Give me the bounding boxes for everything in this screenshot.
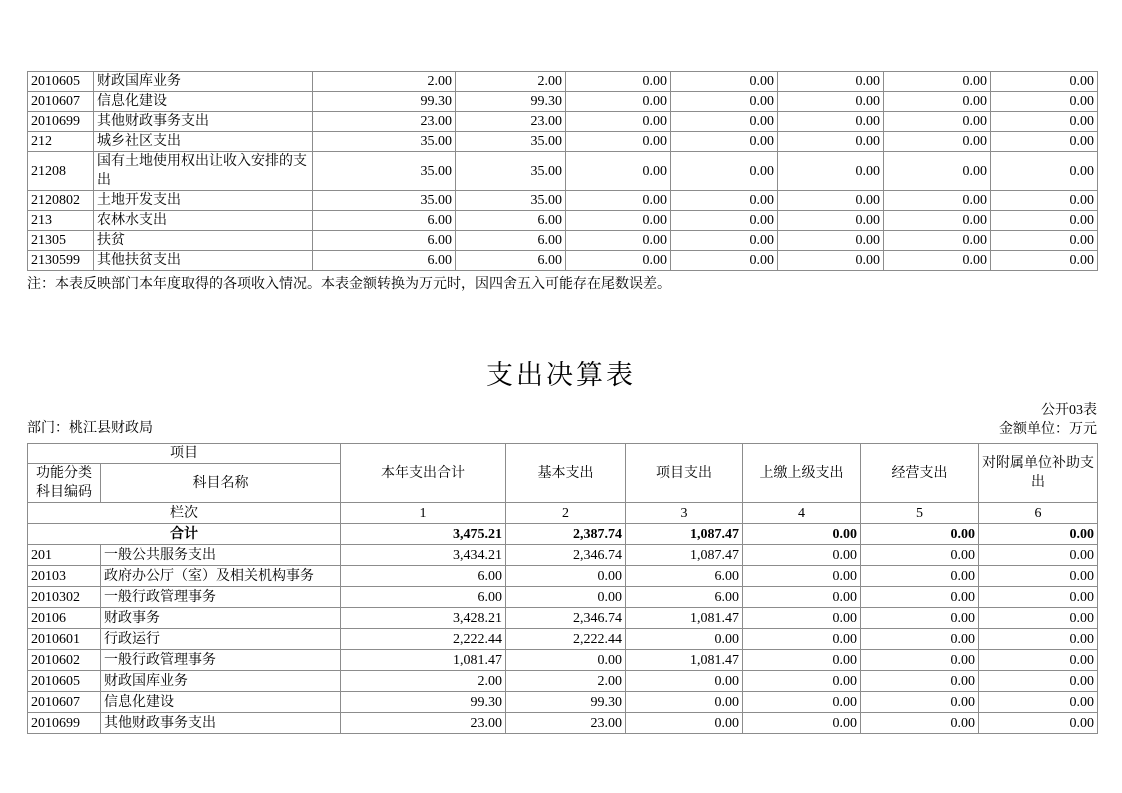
value-cell: 0.00 <box>778 211 884 231</box>
value-cell: 0.00 <box>626 692 743 713</box>
value-cell: 0.00 <box>861 671 979 692</box>
value-cell: 23.00 <box>341 713 506 734</box>
page-title: 支出决算表 <box>486 360 636 390</box>
column-index-cell: 1 <box>341 503 506 524</box>
value-cell: 0.00 <box>506 566 626 587</box>
table-row <box>28 692 1098 713</box>
table-row <box>28 629 1098 650</box>
value-cell: 0.00 <box>671 92 778 112</box>
name-cell: 财政国库业务 <box>94 72 313 92</box>
table-row <box>28 191 1098 211</box>
value-cell: 0.00 <box>743 587 861 608</box>
name-cell: 行政运行 <box>101 629 341 650</box>
table-row <box>28 231 1098 251</box>
value-cell: 0.00 <box>566 152 671 191</box>
value-cell: 0.00 <box>991 92 1098 112</box>
value-cell: 6.00 <box>626 566 743 587</box>
value-cell: 23.00 <box>456 112 566 132</box>
value-cell: 0.00 <box>566 92 671 112</box>
value-cell: 0.00 <box>979 629 1098 650</box>
expense-table <box>27 443 1098 734</box>
value-cell: 0.00 <box>566 132 671 152</box>
value-cell: 0.00 <box>506 587 626 608</box>
value-cell: 0.00 <box>743 608 861 629</box>
value-cell: 2,346.74 <box>506 608 626 629</box>
value-cell: 0.00 <box>743 671 861 692</box>
table-row <box>28 650 1098 671</box>
value-cell: 0.00 <box>991 112 1098 132</box>
name-cell: 农林水支出 <box>94 211 313 231</box>
column-header-basic: 基本支出 <box>506 444 626 503</box>
value-cell: 23.00 <box>506 713 626 734</box>
value-cell: 0.00 <box>979 587 1098 608</box>
value-cell: 99.30 <box>313 92 456 112</box>
name-cell: 财政事务 <box>101 608 341 629</box>
value-cell: 0.00 <box>671 211 778 231</box>
value-cell: 0.00 <box>884 72 991 92</box>
value-cell: 0.00 <box>671 112 778 132</box>
value-cell: 0.00 <box>979 545 1098 566</box>
table-row <box>28 72 1098 92</box>
value-cell: 0.00 <box>778 112 884 132</box>
column-index-row <box>28 503 1098 524</box>
value-cell: 2.00 <box>341 671 506 692</box>
name-cell: 土地开发支出 <box>94 191 313 211</box>
income-table <box>27 71 1098 271</box>
value-cell: 0.00 <box>861 713 979 734</box>
value-cell: 1,081.47 <box>626 608 743 629</box>
name-cell: 扶贫 <box>94 231 313 251</box>
column-index-cell: 6 <box>979 503 1098 524</box>
department-label: 部门：桃江县财政局 <box>27 421 153 436</box>
value-cell: 0.00 <box>884 211 991 231</box>
code-cell: 20103 <box>28 566 101 587</box>
value-cell: 0.00 <box>861 629 979 650</box>
code-cell: 212 <box>28 132 94 152</box>
column-header-total: 本年支出合计 <box>341 444 506 503</box>
value-cell: 0.00 <box>743 692 861 713</box>
code-cell: 20106 <box>28 608 101 629</box>
name-cell: 其他扶贫支出 <box>94 251 313 271</box>
code-cell: 201 <box>28 545 101 566</box>
value-cell: 35.00 <box>313 191 456 211</box>
value-cell: 1,087.47 <box>626 545 743 566</box>
project-header-cell: 项目 <box>28 444 341 464</box>
table-row <box>28 251 1098 271</box>
code-cell: 2010601 <box>28 629 101 650</box>
column-index-cell: 5 <box>861 503 979 524</box>
value-cell: 0.00 <box>884 231 991 251</box>
total-value-cell: 0.00 <box>861 524 979 545</box>
column-index-cell: 4 <box>743 503 861 524</box>
value-cell: 0.00 <box>861 587 979 608</box>
column-index-cell: 3 <box>626 503 743 524</box>
value-cell: 6.00 <box>341 587 506 608</box>
value-cell: 0.00 <box>861 545 979 566</box>
column-header-project-expense: 项目支出 <box>626 444 743 503</box>
table-row <box>28 92 1098 112</box>
value-cell: 99.30 <box>341 692 506 713</box>
value-cell: 0.00 <box>991 231 1098 251</box>
value-cell: 0.00 <box>778 72 884 92</box>
value-cell: 0.00 <box>566 191 671 211</box>
code-cell: 2010607 <box>28 92 94 112</box>
total-value-cell: 0.00 <box>743 524 861 545</box>
value-cell: 0.00 <box>626 713 743 734</box>
column-index-label: 栏次 <box>28 503 341 524</box>
name-cell: 一般行政管理事务 <box>101 587 341 608</box>
name-cell: 信息化建设 <box>94 92 313 112</box>
value-cell: 0.00 <box>778 92 884 112</box>
value-cell: 0.00 <box>979 692 1098 713</box>
value-cell: 0.00 <box>671 251 778 271</box>
total-row <box>28 524 1098 545</box>
value-cell: 0.00 <box>861 650 979 671</box>
table-row <box>28 566 1098 587</box>
value-cell: 0.00 <box>506 650 626 671</box>
value-cell: 6.00 <box>456 211 566 231</box>
value-cell: 0.00 <box>778 152 884 191</box>
value-cell: 2.00 <box>456 72 566 92</box>
amount-unit-label: 金额单位：万元 <box>999 422 1097 437</box>
code-cell: 2130599 <box>28 251 94 271</box>
table-note: 注：本表反映部门本年度取得的各项收入情况。本表金额转换为万元时，因四舍五入可能存在尾数误差。 <box>27 277 671 292</box>
code-cell: 2010605 <box>28 72 94 92</box>
value-cell: 0.00 <box>979 608 1098 629</box>
value-cell: 0.00 <box>884 112 991 132</box>
table-row <box>28 587 1098 608</box>
name-cell: 一般公共服务支出 <box>101 545 341 566</box>
value-cell: 0.00 <box>671 152 778 191</box>
value-cell: 0.00 <box>778 251 884 271</box>
value-cell: 0.00 <box>743 650 861 671</box>
value-cell: 35.00 <box>456 191 566 211</box>
value-cell: 35.00 <box>456 132 566 152</box>
name-cell: 国有土地使用权出让收入安排的支出 <box>94 152 313 191</box>
value-cell: 0.00 <box>884 132 991 152</box>
value-cell: 99.30 <box>506 692 626 713</box>
code-cell: 213 <box>28 211 94 231</box>
value-cell: 0.00 <box>884 191 991 211</box>
column-index-cell: 2 <box>506 503 626 524</box>
value-cell: 0.00 <box>743 545 861 566</box>
total-value-cell: 0.00 <box>979 524 1098 545</box>
code-cell: 2010302 <box>28 587 101 608</box>
value-cell: 0.00 <box>979 671 1098 692</box>
value-cell: 0.00 <box>671 72 778 92</box>
value-cell: 23.00 <box>313 112 456 132</box>
value-cell: 0.00 <box>566 72 671 92</box>
value-cell: 2.00 <box>506 671 626 692</box>
value-cell: 6.00 <box>341 566 506 587</box>
value-cell: 6.00 <box>313 251 456 271</box>
name-cell: 城乡社区支出 <box>94 132 313 152</box>
value-cell: 6.00 <box>456 231 566 251</box>
table-row <box>28 132 1098 152</box>
table-row <box>28 112 1098 132</box>
value-cell: 0.00 <box>743 713 861 734</box>
code-cell: 2010605 <box>28 671 101 692</box>
total-value-cell: 1,087.47 <box>626 524 743 545</box>
code-cell: 21305 <box>28 231 94 251</box>
name-cell: 一般行政管理事务 <box>101 650 341 671</box>
value-cell: 99.30 <box>456 92 566 112</box>
expense-table-rows <box>28 503 1098 734</box>
name-cell: 信息化建设 <box>101 692 341 713</box>
expense-table-header <box>28 444 1098 503</box>
code-cell: 21208 <box>28 152 94 191</box>
total-value-cell: 2,387.74 <box>506 524 626 545</box>
value-cell: 0.00 <box>626 629 743 650</box>
value-cell: 6.00 <box>313 211 456 231</box>
value-cell: 2.00 <box>313 72 456 92</box>
value-cell: 0.00 <box>778 191 884 211</box>
value-cell: 0.00 <box>626 671 743 692</box>
value-cell: 0.00 <box>991 211 1098 231</box>
table-row <box>28 713 1098 734</box>
value-cell: 0.00 <box>566 211 671 231</box>
value-cell: 0.00 <box>991 132 1098 152</box>
value-cell: 0.00 <box>979 713 1098 734</box>
column-header-operating: 经营支出 <box>861 444 979 503</box>
value-cell: 0.00 <box>861 608 979 629</box>
name-cell: 其他财政事务支出 <box>101 713 341 734</box>
value-cell: 2,222.44 <box>506 629 626 650</box>
income-table-body <box>28 72 1098 271</box>
value-cell: 6.00 <box>456 251 566 271</box>
value-cell: 0.00 <box>991 152 1098 191</box>
table-row <box>28 211 1098 231</box>
value-cell: 35.00 <box>313 132 456 152</box>
value-cell: 0.00 <box>861 692 979 713</box>
table-row <box>28 608 1098 629</box>
value-cell: 0.00 <box>991 191 1098 211</box>
code-cell: 2010607 <box>28 692 101 713</box>
table-row <box>28 671 1098 692</box>
header-row-project <box>28 444 1098 464</box>
value-cell: 0.00 <box>861 566 979 587</box>
value-cell: 0.00 <box>671 191 778 211</box>
public-table-code: 公开03表 <box>1041 403 1097 418</box>
value-cell: 0.00 <box>884 251 991 271</box>
value-cell: 3,428.21 <box>341 608 506 629</box>
value-cell: 0.00 <box>566 231 671 251</box>
value-cell: 0.00 <box>991 72 1098 92</box>
value-cell: 0.00 <box>979 650 1098 671</box>
table-row <box>28 152 1098 191</box>
value-cell: 0.00 <box>884 152 991 191</box>
name-column-header: 科目名称 <box>101 464 341 503</box>
code-cell: 2010699 <box>28 112 94 132</box>
value-cell: 0.00 <box>778 231 884 251</box>
value-cell: 35.00 <box>456 152 566 191</box>
value-cell: 6.00 <box>313 231 456 251</box>
value-cell: 0.00 <box>566 112 671 132</box>
table-row <box>28 545 1098 566</box>
code-cell: 2010602 <box>28 650 101 671</box>
code-column-header: 功能分类科目编码 <box>28 464 101 503</box>
value-cell: 0.00 <box>884 92 991 112</box>
total-value-cell: 3,475.21 <box>341 524 506 545</box>
value-cell: 0.00 <box>566 251 671 271</box>
value-cell: 6.00 <box>626 587 743 608</box>
value-cell: 0.00 <box>743 566 861 587</box>
value-cell: 2,346.74 <box>506 545 626 566</box>
value-cell: 0.00 <box>979 566 1098 587</box>
name-cell: 政府办公厅（室）及相关机构事务 <box>101 566 341 587</box>
name-cell: 其他财政事务支出 <box>94 112 313 132</box>
column-header-upturn: 上缴上级支出 <box>743 444 861 503</box>
column-header-subsidy: 对附属单位补助支出 <box>979 444 1098 503</box>
value-cell: 2,222.44 <box>341 629 506 650</box>
value-cell: 0.00 <box>671 231 778 251</box>
value-cell: 0.00 <box>778 132 884 152</box>
name-cell: 财政国库业务 <box>101 671 341 692</box>
value-cell: 1,081.47 <box>341 650 506 671</box>
value-cell: 35.00 <box>313 152 456 191</box>
code-cell: 2010699 <box>28 713 101 734</box>
value-cell: 0.00 <box>671 132 778 152</box>
code-cell: 2120802 <box>28 191 94 211</box>
value-cell: 0.00 <box>991 251 1098 271</box>
value-cell: 0.00 <box>743 629 861 650</box>
value-cell: 3,434.21 <box>341 545 506 566</box>
value-cell: 1,081.47 <box>626 650 743 671</box>
total-label-cell: 合计 <box>28 524 341 545</box>
